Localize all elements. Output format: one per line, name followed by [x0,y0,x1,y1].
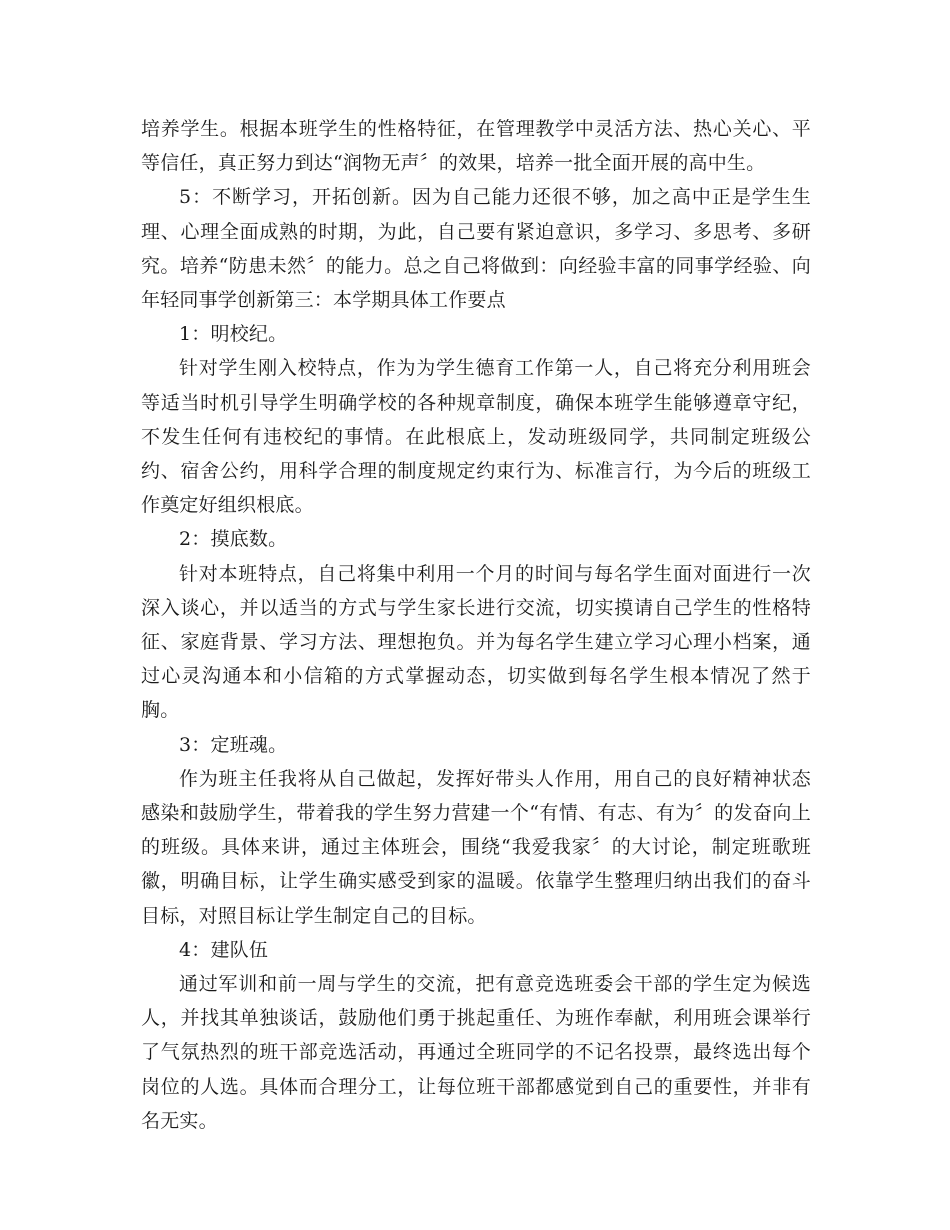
paragraph-4: 针对本班特点，自己将集中利用一个月的时间与每名学生面对面进行一次深入谈心，并以适当的方式与学生家长进行交流，切实摸请自己学生的性格特征、家庭背景、学习方法、理想抱负。并为每名学生建立学习心理小档案，通过心灵沟通本和小信箱的方式掌握动态，切实做到每名学生根本情况了然于胸。 [141,562,811,722]
document-body [141,112,811,1138]
section-heading-4: 4：建队伍 [179,938,269,961]
paragraph-6: 通过军训和前一周与学生的交流，把有意竞选班委会干部的学生定为候选人，并找其单独谈话，鼓励他们勇于挑起重任、为班作奉献，利用班会课举行了气氛热烈的班干部竞选活动，再通过全班同学的不记名投票，最终选出每个岗位的人选。具体而合理分工，让每位班干部都感觉到自己的重要性，并非有名无实。 [141,973,811,1132]
paragraph-3: 针对学生刚入校特点，作为为学生德育工作第一人，自己将充分利用班会等适当时机引导学生明确学校的各种规章制度，确保本班学生能够遵章守纪，不发生任何有违校纪的事情。在此根底上，发动班级同学，共同制定班级公约、宿舍公约，用科学合理的制度规定约束行为、标准言行，为今后的班级工作奠定好组织根底。 [141,357,811,517]
section-heading-1: 1：明校纪。 [179,323,288,346]
paragraph-2: 5：不断学习，开拓创新。因为自己能力还很不够，加之高中正是学生生理、心理全面成熟的时期，为此，自己要有紧迫意识，多学习、多思考、多研究。培养“防患未然〞的能力。总之自己将做到：向经验丰富的同事学经验、向年轻同事学创新第三：本学期具体工作要点 [141,186,811,312]
paragraph-5: 作为班主任我将从自己做起，发挥好带头人作用，用自己的良好精神状态感染和鼓励学生，带着我的学生努力营建一个“有情、有志、有为〞的发奋向上的班级。具体来讲，通过主体班会，围绕“我爱我家〞的大讨论，制定班歌班徽，明确目标，让学生确实感受到家的温暖。依靠学生整理归纳出我们的奋斗目标，对照目标让学生制定自己的目标。 [141,767,811,927]
paragraph-1: 培养学生。根据本班学生的性格特征，在管理教学中灵活方法、热心关心、平等信任，真正努力到达“润物无声〞的效果，培养一批全面开展的高中生。 [141,118,811,175]
section-heading-2: 2：摸底数。 [179,528,288,551]
section-heading-3: 3：定班魂。 [179,733,288,756]
